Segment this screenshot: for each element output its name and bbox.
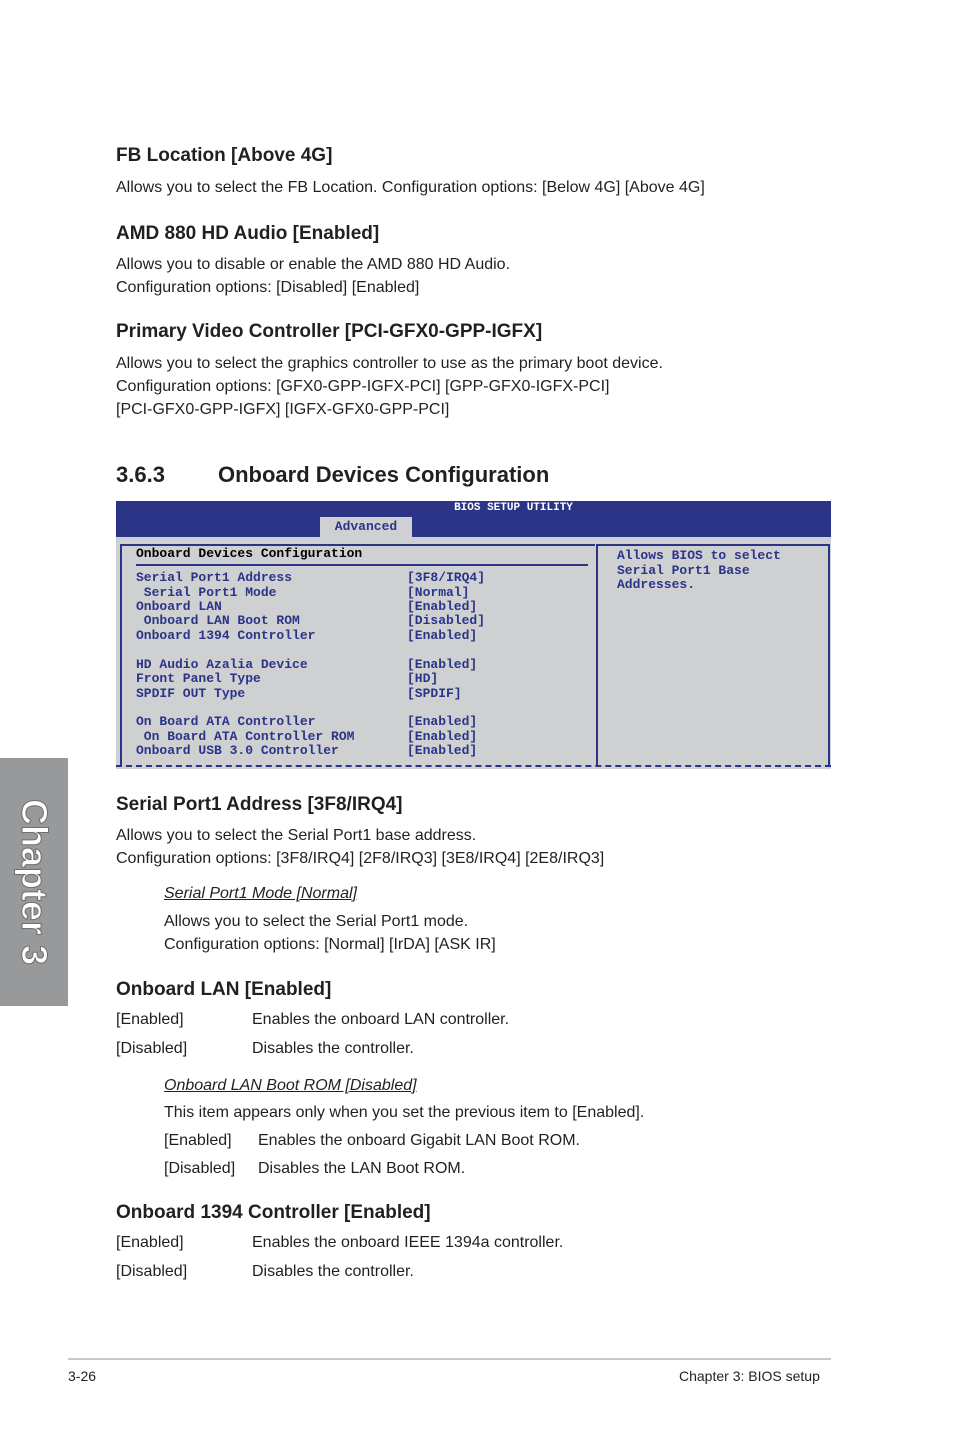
lan-rom-opt-disabled-desc: Disables the LAN Boot ROM. [258,1160,466,1177]
serial-port-heading: Serial Port1 Address [3F8/IRQ4] [116,794,403,815]
bios-item-value[interactable]: [Enabled] [407,714,478,729]
fb-location-heading: FB Location [Above 4G] [116,145,333,166]
lan-rom-opt-enabled-desc: Enables the onboard Gigabit LAN Boot ROM. [258,1132,580,1149]
onboard-lan-heading: Onboard LAN [Enabled] [116,979,332,1000]
lan-boot-rom-heading: Onboard LAN Boot ROM [Disabled] [164,1077,417,1094]
bios-item-value[interactable]: [SPDIF] [407,686,462,701]
bios-screen [116,501,831,769]
bios-item-value[interactable]: [HD] [407,671,439,686]
bios-item-value[interactable]: [Normal] [407,585,470,600]
bios-panel-rule [136,564,588,566]
bios-item-value[interactable]: [Enabled] [407,657,478,672]
1394-opt-enabled-key: [Enabled] [116,1234,184,1251]
page-number: 3-26 [68,1368,97,1384]
primary-video-line2: Configuration options: [GFX0-GPP-IGFX-PCI] [GPP-GFX0-IGFX-PCI] [116,378,610,395]
hd-audio-line2: Configuration options: [Disabled] [Enabled] [116,279,420,296]
bios-item-label[interactable]: SPDIF OUT Type [136,686,246,701]
footer-chapter-label: Chapter 3: BIOS setup [679,1368,820,1384]
lan-opt-enabled-desc: Enables the onboard LAN controller. [252,1011,510,1028]
lan-opt-enabled-key: [Enabled] [116,1011,184,1028]
lan-rom-opt-enabled-key: [Enabled] [164,1132,232,1149]
hd-audio-line1: Allows you to disable or enable the AMD 880 HD Audio. [116,256,511,273]
bios-item-value[interactable]: [3F8/IRQ4] [407,570,486,585]
1394-opt-disabled-desc: Disables the controller. [252,1263,414,1280]
serial-mode-line1: Allows you to select the Serial Port1 mode. [164,913,469,930]
serial-port-line2: Configuration options: [3F8/IRQ4] [2F8/IRQ3] [3E8/IRQ4] [2E8/IRQ3] [116,850,605,867]
fb-location-desc: Allows you to select the FB Location. Configuration options: [Below 4G] [Above 4G] [116,179,705,196]
bios-item-value[interactable]: [Enabled] [407,729,478,744]
primary-video-line3: [PCI-GFX0-GPP-IGFX] [IGFX-GFX0-GPP-PCI] [116,401,450,418]
primary-video-line1: Allows you to select the graphics controller to use as the primary boot device. [116,355,663,372]
bios-item-value[interactable]: [Enabled] [407,628,478,643]
lan-opt-disabled-key: [Disabled] [116,1040,188,1057]
onboard-1394-heading: Onboard 1394 Controller [Enabled] [116,1202,431,1223]
bios-item-label[interactable]: On Board ATA Controller [136,714,316,729]
bios-item-label[interactable]: On Board ATA Controller ROM [136,729,355,744]
bios-tab-advanced[interactable]: Advanced [320,517,412,537]
bios-item-label[interactable]: Onboard 1394 Controller [136,628,316,643]
bios-item-value[interactable]: [Enabled] [407,599,478,614]
bios-help-line: Serial Port1 Base [617,562,750,578]
footer-rule [68,1358,831,1360]
bios-item-label[interactable]: Onboard USB 3.0 Controller [136,743,339,758]
lan-boot-rom-line1: This item appears only when you set the previous item to [Enabled]. [164,1104,645,1121]
bios-bottom-dashes [116,765,831,767]
lan-opt-disabled-desc: Disables the controller. [252,1040,414,1057]
bios-help-line: Allows BIOS to select [617,548,781,563]
bios-item-label[interactable]: Onboard LAN Boot ROM [136,613,300,628]
section-number: 3.6.3 [116,462,165,487]
serial-port-line1: Allows you to select the Serial Port1 base address. [116,827,477,844]
serial-mode-heading: Serial Port1 Mode [Normal] [164,885,357,902]
bios-item-value[interactable]: [Enabled] [407,743,478,758]
bios-item-label[interactable]: Front Panel Type [136,671,261,686]
bios-title: BIOS SETUP UTILITY [454,502,573,514]
1394-opt-disabled-key: [Disabled] [116,1263,188,1280]
1394-opt-enabled-desc: Enables the onboard IEEE 1394a controller. [252,1234,564,1251]
bios-item-label[interactable]: Serial Port1 Mode [136,585,277,600]
bios-item-label[interactable]: HD Audio Azalia Device [136,657,308,672]
bios-item-label[interactable]: Serial Port1 Address [136,570,293,585]
chapter-side-tab [0,758,68,1006]
bios-panel-title: Onboard Devices Configuration [136,546,363,561]
hd-audio-heading: AMD 880 HD Audio [Enabled] [116,223,380,244]
lan-rom-opt-disabled-key: [Disabled] [164,1160,236,1177]
serial-mode-line2: Configuration options: [Normal] [IrDA] [ASK IR] [164,936,496,953]
bios-help-text [617,549,781,593]
section-title: Onboard Devices Configuration [218,462,550,487]
bios-item-value[interactable]: [Disabled] [407,613,486,628]
bios-item-label[interactable]: Onboard LAN [136,599,222,614]
primary-video-heading: Primary Video Controller [PCI-GFX0-GPP-IGFX] [116,321,543,342]
chapter-side-tab-label: Chapter 3 [14,798,55,966]
bios-help-line: Addresses. [617,577,696,592]
